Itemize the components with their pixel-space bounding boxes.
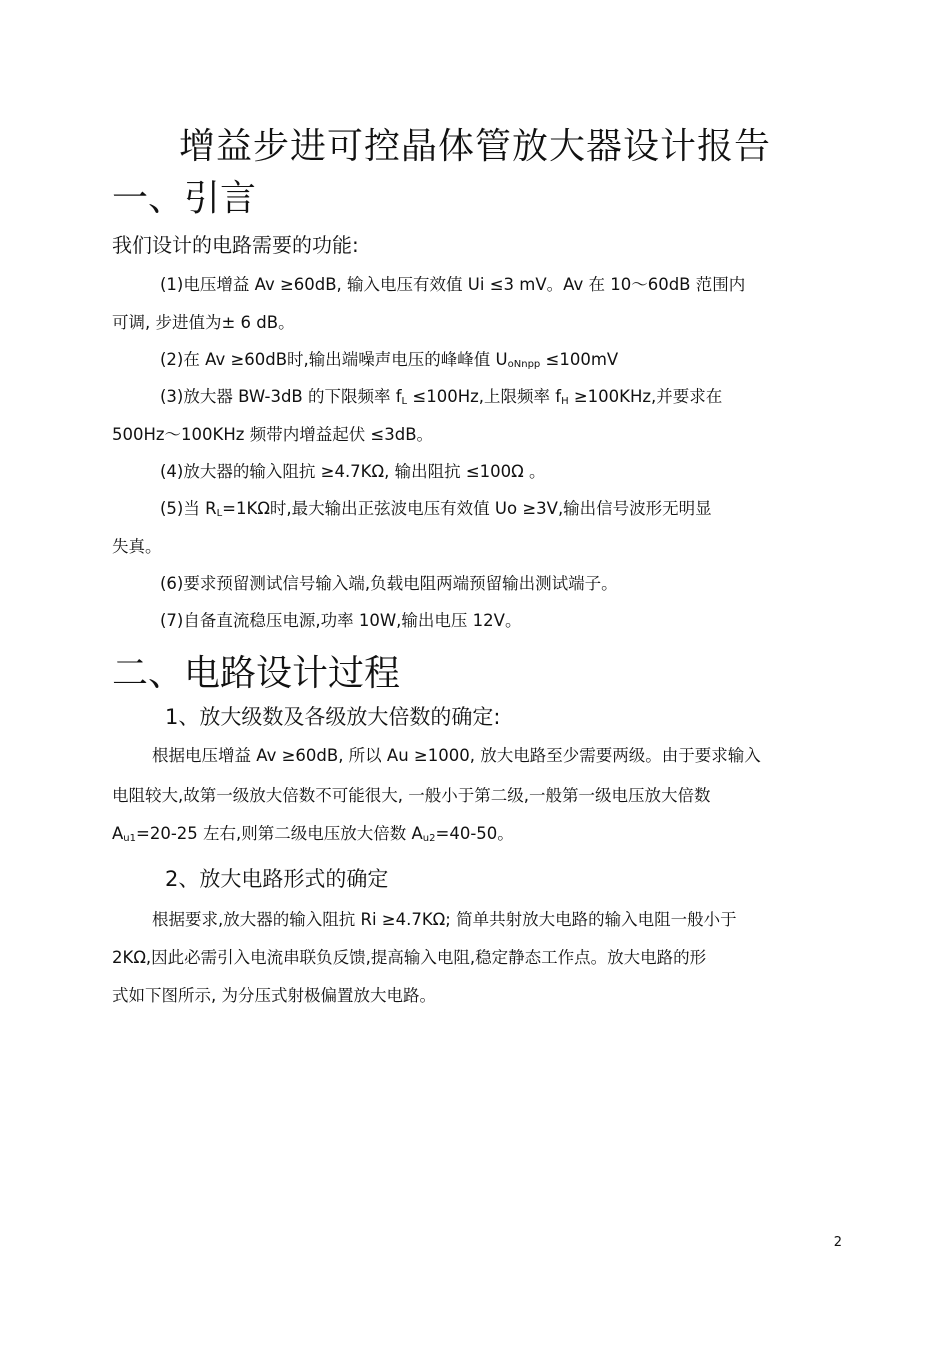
requirement-4: (4)放大器的输入阻抗 ≥4.7KΩ, 输出阻抗 ≤100Ω 。 <box>160 462 546 481</box>
requirement-7: (7)自备直流稳压电源,功率 10W,输出电压 12V。 <box>160 611 522 630</box>
functions-lead: 我们设计的电路需要的功能: <box>112 233 359 257</box>
requirement-3-line-2: 500Hz～100KHz 频带内增益起伏 ≤3dB。 <box>112 425 434 444</box>
paragraph-2-line-1: 根据要求,放大器的输入阻抗 Ri ≥4.7KΩ; 简单共射放大电路的输入电阻一般小于 <box>152 910 737 929</box>
paragraph-1-line-2: 电阻较大,故第一级放大倍数不可能很大, 一般小于第二级,一般第一级电压放大倍数 <box>112 786 711 805</box>
section-heading-intro: 一、引言 <box>112 178 257 219</box>
paragraph-2-line-2: 2KΩ,因此必需引入电流串联负反馈,提高输入电阻,稳定静态工作点。放大电路的形 <box>112 948 707 967</box>
requirement-1-line-2: 可调, 步进值为± 6 dB。 <box>112 313 295 332</box>
requirement-2: (2)在 Av ≥60dB时,输出端噪声电压的峰峰值 $U_{oNnpp} \le 100mV$ <box>160 350 619 370</box>
requirement-6: (6)要求预留测试信号输入端,负载电阻两端预留输出测试端子。 <box>160 574 618 593</box>
paragraph-1-line-1: 根据电压增益 Av ≥60dB, 所以 Au ≥1000, 放大电路至少需要两级。由于要求输入 <box>152 746 761 765</box>
document-title: 增益步进可控晶体管放大器设计报告 <box>178 126 771 167</box>
subsection-heading-2: 2、放大电路形式的确定 <box>165 867 389 891</box>
requirement-5-line-1: (5)当 $R_L=1K\Omega$时,最大输出正弦波电压有效值 Uo ≥3V,输出信号波形无明显 <box>160 499 712 519</box>
requirement-5-line-2: 失真。 <box>112 537 162 556</box>
requirement-1-line-1: (1)电压增益 Av ≥60dB, 输入电压有效值 Ui ≤3 mV。Av 在 10～60dB 范围内 <box>160 275 746 294</box>
subsection-heading-1: 1、放大级数及各级放大倍数的确定: <box>165 705 501 729</box>
page-number: 2 <box>833 1235 842 1250</box>
paragraph-1-line-3: $A_{u1}=20-25$ 左右,则第二级电压放大倍数 $A_{u2}=40-50$。 <box>112 824 514 844</box>
paragraph-2-line-3: 式如下图所示, 为分压式射极偏置放大电路。 <box>112 986 436 1005</box>
requirement-3-line-1: (3)放大器 BW-3dB 的下限频率 $f_L \le 100Hz$,上限频率 $f_H \ge 100KHz$,并要求在 <box>160 387 723 407</box>
section-heading-design: 二、电路设计过程 <box>112 653 401 694</box>
